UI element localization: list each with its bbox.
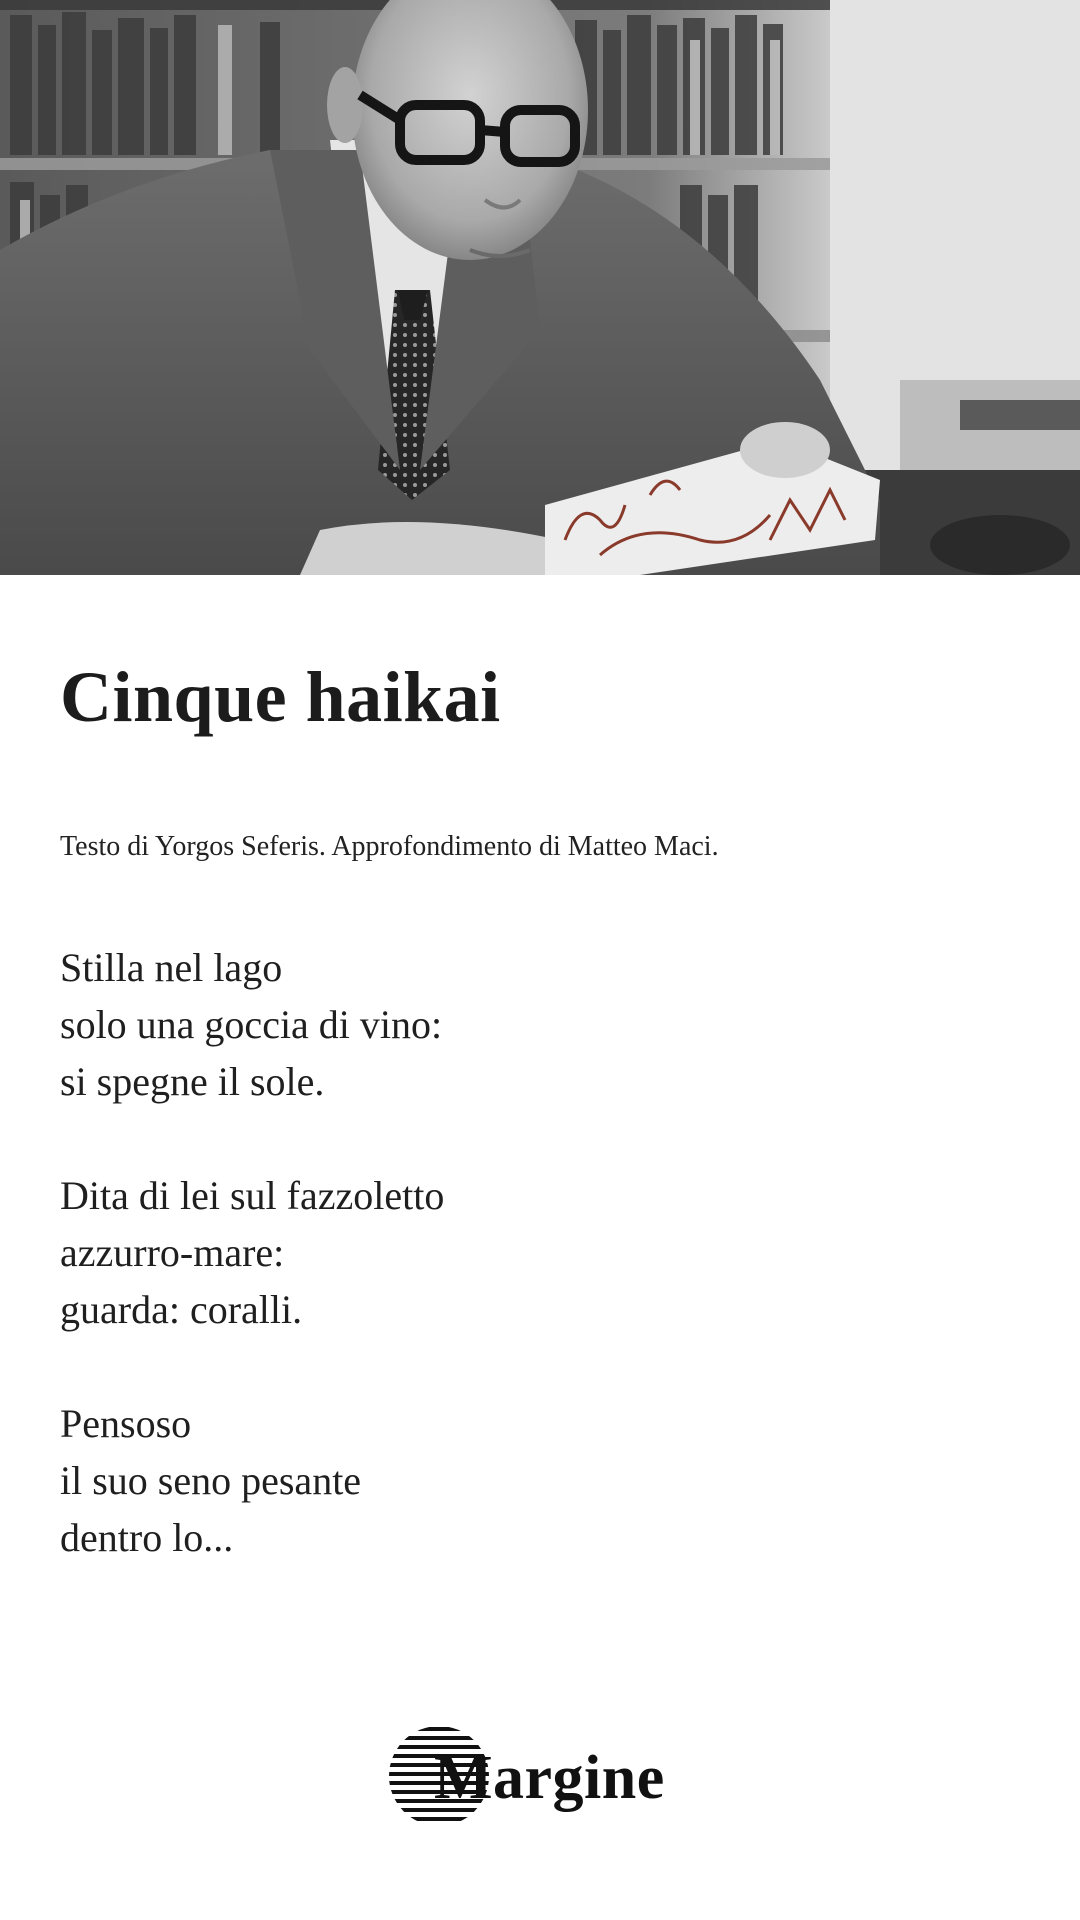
stanza-1: [60, 939, 1020, 1110]
poem-line: Stilla nel lago: [60, 945, 283, 991]
poem-line: dentro lo...: [60, 1515, 234, 1561]
stanza-2: [60, 1167, 1020, 1338]
poem-line: si spegne il sole.: [60, 1059, 325, 1105]
poem-line: Pensoso: [60, 1401, 192, 1447]
poem-line: guarda: coralli.: [60, 1287, 303, 1333]
poem-line: il suo seno pesante: [60, 1458, 362, 1504]
logo-wordmark: Margine: [434, 1743, 665, 1812]
stanza-3: [60, 1395, 1020, 1566]
article-title: Cinque haikai: [60, 657, 501, 737]
poem: [60, 939, 1020, 1566]
article-byline: Testo di Yorgos Seferis. Approfondimento di Matteo Maci.: [60, 831, 719, 863]
margine-logo[interactable]: [388, 1720, 665, 1832]
poem-line: Dita di lei sul fazzoletto: [60, 1173, 445, 1219]
article: [60, 575, 1020, 1623]
poem-line: azzurro-mare:: [60, 1230, 285, 1276]
hero-photo: [0, 0, 1080, 575]
poem-line: solo una goccia di vino:: [60, 1002, 443, 1048]
portrait-photo-image: [0, 0, 1080, 575]
